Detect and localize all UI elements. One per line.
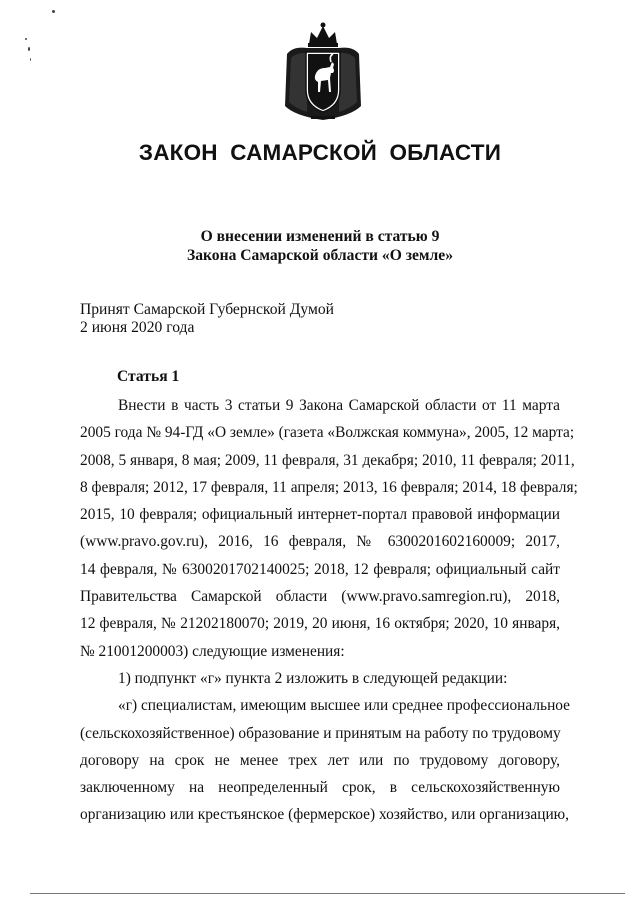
body-line: заключенному на неопределенный срок, в сельскохозяйственную	[80, 779, 560, 797]
body-line: 2005 года № 94-ГД «О земле» (газета «Волжская коммуна», 2005, 12 марта;	[80, 424, 575, 442]
body-line: № 21001200003) следующие изменения:	[80, 642, 345, 660]
body-line: Внести в часть 3 статьи 9 Закона Самарской области от 11 марта	[118, 397, 560, 414]
adopted-date: 2 июня 2020 года	[80, 319, 195, 336]
scan-speck	[28, 47, 30, 51]
samara-coat-of-arms-icon	[281, 20, 365, 124]
adopted-by: Принят Самарской Губернской Думой	[80, 301, 334, 318]
body-line: Правительства Самарской области (www.pravo.samregion.ru), 2018,	[80, 588, 560, 606]
body-line: 14 февраля, № 6300201702140025; 2018, 12 февраля; официальный сайт	[80, 560, 560, 578]
body-line: 8 февраля; 2012, 17 февраля, 11 апреля; 2013, 16 февраля; 2014, 18 февраля;	[80, 478, 578, 496]
law-subtitle-line2: Закона Самарской области «О земле»	[186, 247, 454, 264]
scan-speck	[52, 10, 55, 13]
body-line: 2015, 10 февраля; официальный интернет-портал правовой информации	[80, 506, 560, 524]
body-line: «г) специалистам, имеющим высшее или среднее профессиональное	[118, 697, 571, 715]
article-body	[80, 392, 578, 829]
body-line: договору на срок не менее трех лет или по трудовому договору,	[80, 751, 560, 769]
body-line: (www.pravo.gov.ru), 2016, 16 февраля, № 6300201602160009; 2017,	[80, 533, 560, 551]
page-edge-line	[30, 893, 625, 894]
scan-speck	[25, 38, 27, 40]
article-heading: Статья 1	[117, 368, 180, 385]
body-line: (сельскохозяйственное) образование и принятым на работу по трудовому	[80, 724, 561, 742]
scan-speck	[30, 58, 31, 61]
body-line: 2008, 5 января, 8 мая; 2009, 11 февраля, 31 декабря; 2010, 11 февраля; 2011,	[80, 451, 575, 469]
law-title: ЗАКОН САМАРСКОЙ ОБЛАСТИ	[138, 140, 502, 165]
body-line: 1) подпункт «г» пункта 2 изложить в следующей редакции:	[118, 669, 508, 687]
body-line: организацию или крестьянское (фермерское) хозяйство, или организацию,	[80, 806, 570, 824]
body-line: 12 февраля, № 21202180070; 2019, 20 июня, 16 октября; 2020, 10 января,	[80, 615, 560, 633]
law-subtitle-line1: О внесении изменений в статью 9	[200, 228, 440, 245]
